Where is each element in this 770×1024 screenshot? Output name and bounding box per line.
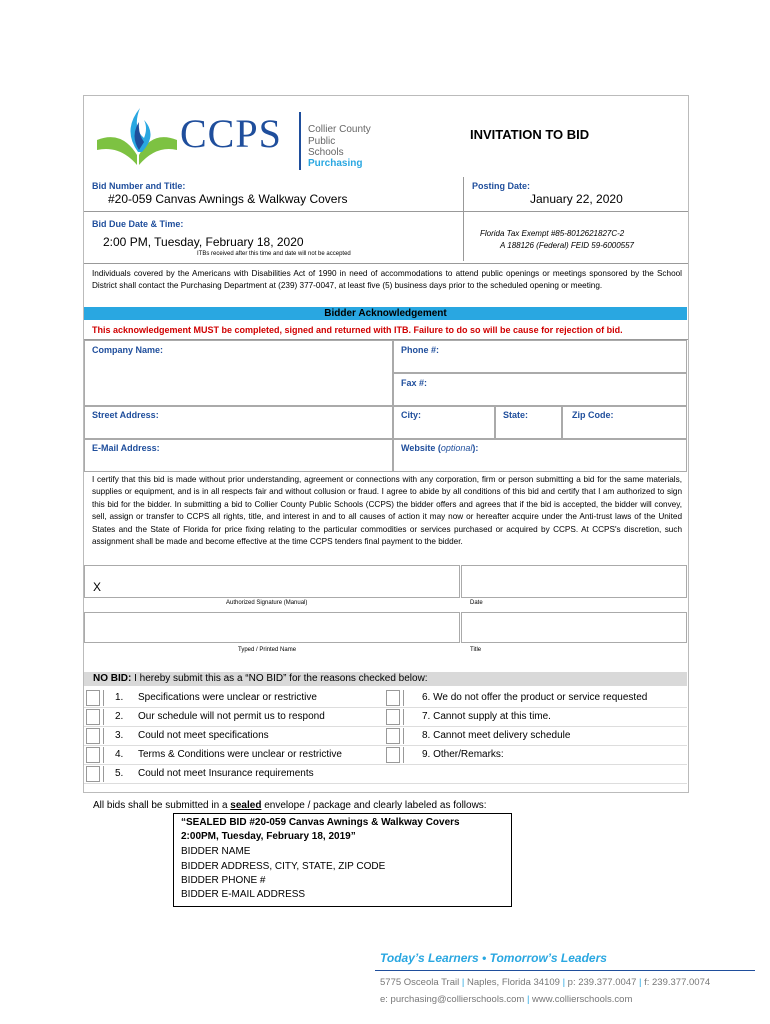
book-flame-icon [92, 100, 187, 172]
tax-line2: A 188126 (Federal) FEID 59-6000557 [500, 241, 635, 250]
authorized-signature-field[interactable] [84, 565, 460, 598]
footer-email: e: purchasing@collierschools.com [380, 994, 525, 1005]
no-bid-checkbox[interactable] [86, 728, 100, 744]
no-bid-reason-number: 1. [115, 692, 124, 703]
row-divider [84, 783, 687, 784]
no-bid-label: NO BID: [93, 673, 132, 684]
footer-city: Naples, Florida 34109 [466, 977, 560, 988]
logo-org-line1: Collier County [308, 124, 371, 135]
no-bid-reason-text: 8. Cannot meet delivery schedule [422, 730, 571, 741]
footer-phone: p: 239.377.0047 [567, 977, 637, 988]
no-bid-checkbox-right-margin [103, 728, 105, 744]
submit-pre: All bids shall be submitted in a [93, 800, 231, 811]
row-divider [84, 726, 687, 727]
street-address-label: Street Address: [92, 410, 159, 420]
no-bid-checkbox[interactable] [386, 728, 400, 744]
no-bid-reason-text: Terms & Conditions were unclear or restrictive [138, 749, 342, 760]
bidder-ack-header: Bidder Acknowledgement [84, 307, 687, 320]
website-label: Website (optional): [401, 443, 479, 453]
label-line-4: BIDDER E-MAIL ADDRESS [181, 889, 306, 900]
divider [84, 263, 688, 264]
no-bid-reason-number: 5. [115, 768, 124, 779]
title-field[interactable] [461, 612, 687, 643]
bid-due-value: 2:00 PM, Tuesday, February 18, 2020 [103, 235, 304, 249]
no-bid-checkbox[interactable] [86, 709, 100, 725]
no-bid-checkbox-right-margin [103, 747, 105, 763]
page-title: INVITATION TO BID [470, 127, 590, 142]
no-bid-text: I hereby submit this as a “NO BID” for the reasons checked below: [131, 673, 428, 684]
no-bid-checkbox-right-margin [103, 766, 105, 782]
no-bid-checkbox[interactable] [86, 690, 100, 706]
label-bold-2: 2:00PM, Tuesday, February 18, 2019” [181, 831, 356, 842]
no-bid-checkbox-right-margin [403, 747, 405, 763]
footer-divider [375, 970, 755, 971]
ccps-wordmark: CCPS [180, 111, 282, 156]
no-bid-reason-text: 6. We do not offer the product or service requested [422, 692, 648, 703]
row-divider [84, 745, 687, 746]
posting-date-label: Posting Date: [472, 181, 531, 191]
fax-field[interactable] [393, 373, 687, 406]
website-optional: optional [440, 443, 473, 453]
row-divider [84, 707, 687, 708]
no-bid-reason-text: Could not meet specifications [138, 730, 269, 741]
label-line-2: BIDDER ADDRESS, CITY, STATE, ZIP CODE [181, 861, 386, 872]
no-bid-reason-number: 4. [115, 749, 124, 760]
no-bid-checkbox-right-margin [403, 728, 405, 744]
no-bid-checkbox[interactable] [386, 690, 400, 706]
logo-divider [299, 112, 301, 170]
no-bid-checkbox[interactable] [386, 709, 400, 725]
logo-dept: Purchasing [308, 158, 363, 169]
typed-name-label: Typed / Printed Name [238, 647, 297, 653]
tax-line1: Florida Tax Exempt #85-8012621827C-2 [480, 229, 625, 238]
ccps-logo [92, 100, 372, 172]
footer-contact-line: e: purchasing@collierschools.com | www.collierschools.com [380, 994, 633, 1005]
no-bid-checkbox-right-margin [403, 709, 405, 725]
no-bid-reason-text: Specifications were unclear or restrictive [138, 692, 317, 703]
bid-number-label: Bid Number and Title: [92, 181, 186, 191]
ack-warning-text: This acknowledgement MUST be completed, signed and returned with ITB. Failure to do so will be cause for rejection of bid [92, 325, 621, 335]
submit-sealed: sealed [230, 800, 262, 811]
footer-address-line: 5775 Osceola Trail | Naples, Florida 34109 | p: 239.377.0047 | f: 239.377.0074 [380, 977, 711, 988]
ada-notice: Individuals covered by the Americans with Disabilities Act of 1990 in need of accommodations to attend public openings or meetings sponsored by the School District shall contact the Purchasing Department at (239) 377-0047, at least five (5) business days prior to the scheduled opening or meeting. [92, 269, 682, 290]
no-bid-checkbox-right-margin [403, 690, 405, 706]
label-bold-1: “SEALED BID #20-059 Canvas Awnings & Walkway Covers [181, 817, 460, 828]
footer-tagline: Today’s Learners • Tomorrow’s Leaders [380, 951, 607, 965]
no-bid-checkbox[interactable] [86, 766, 100, 782]
label-line-3: BIDDER PHONE # [181, 875, 266, 886]
no-bid-checkbox[interactable] [86, 747, 100, 763]
label-line-1: BIDDER NAME [181, 846, 251, 857]
no-bid-checkbox-right-margin [103, 709, 105, 725]
no-bid-reason-number: 3. [115, 730, 124, 741]
no-bid-checkbox[interactable] [386, 747, 400, 763]
state-label: State: [503, 410, 529, 420]
no-bid-checkbox-right-margin [103, 690, 105, 706]
website-label-text: Website [401, 443, 436, 453]
fax-label: Fax #: [401, 378, 428, 388]
bid-number-value: #20-059 Canvas Awnings & Walkway Covers [108, 192, 348, 206]
no-bid-reason-text: 9. Other/Remarks: [422, 749, 504, 760]
bid-due-note: ITBs received after this time and date will not be accepted [197, 251, 351, 257]
zip-code-label: Zip Code: [572, 410, 614, 420]
date-label: Date [470, 600, 483, 606]
no-bid-reason-text: Could not meet Insurance requirements [138, 768, 314, 779]
posting-date-value: January 22, 2020 [530, 192, 623, 206]
typed-name-field[interactable] [84, 612, 460, 643]
signature-x: X [93, 580, 102, 594]
certification-text: I certify that this bid is made without prior understanding, agreement or connections with any corporation, firm or person submitting a bid for the same materials, supplies or equipment, and is in all respects fair and without collusion or fraud. I agree to abide by all conditions of this bid and certify that I am authorized to sign this bid for the bidder. In submitting a bid to Collier County Public Schools (CCPS) the bidder offers and agrees that if the bid is accepted, the bidder will convey, sell, assign or transfer to CCPS all rights, title, and interest in and to all causes of action it may now or hereafter acquire under the Anti-trust laws of the United States and the State of Florida for price fixing relating to the particular commodities or services purchased or acquired by CCPS. At CCPS's discretion, such assignment shall be made and become effective at the time CCPS tenders final payment to the bidder. [92, 475, 682, 547]
phone-label: Phone #: [401, 345, 440, 355]
submission-instructions [93, 800, 487, 811]
footer-fax: f: 239.377.0074 [644, 977, 711, 988]
row-divider [84, 764, 687, 765]
title-label: Title [470, 647, 482, 653]
ack-warning: This acknowledgement MUST be completed, signed and returned with ITB. Failure to do so will be cause for rejection of bid. [92, 325, 623, 335]
date-field[interactable] [461, 565, 687, 598]
submit-post: envelope / package and clearly labeled as follows: [261, 800, 487, 811]
authorized-signature-label: Authorized Signature (Manual) [226, 600, 308, 606]
company-name-label: Company Name: [92, 345, 164, 355]
no-bid-reason-text: Our schedule will not permit us to respond [138, 711, 325, 722]
footer-web: www.collierschools.com [532, 994, 633, 1005]
logo-org-line2: Public Schools [308, 136, 344, 158]
footer-address: 5775 Osceola Trail [380, 977, 460, 988]
no-bid-reason-number: 2. [115, 711, 124, 722]
email-label: E-Mail Address: [92, 443, 160, 453]
no-bid-header [84, 672, 687, 686]
no-bid-reason-text: 7. Cannot supply at this time. [422, 711, 551, 722]
city-label: City: [401, 410, 421, 420]
bid-due-label: Bid Due Date & Time: [92, 219, 184, 229]
